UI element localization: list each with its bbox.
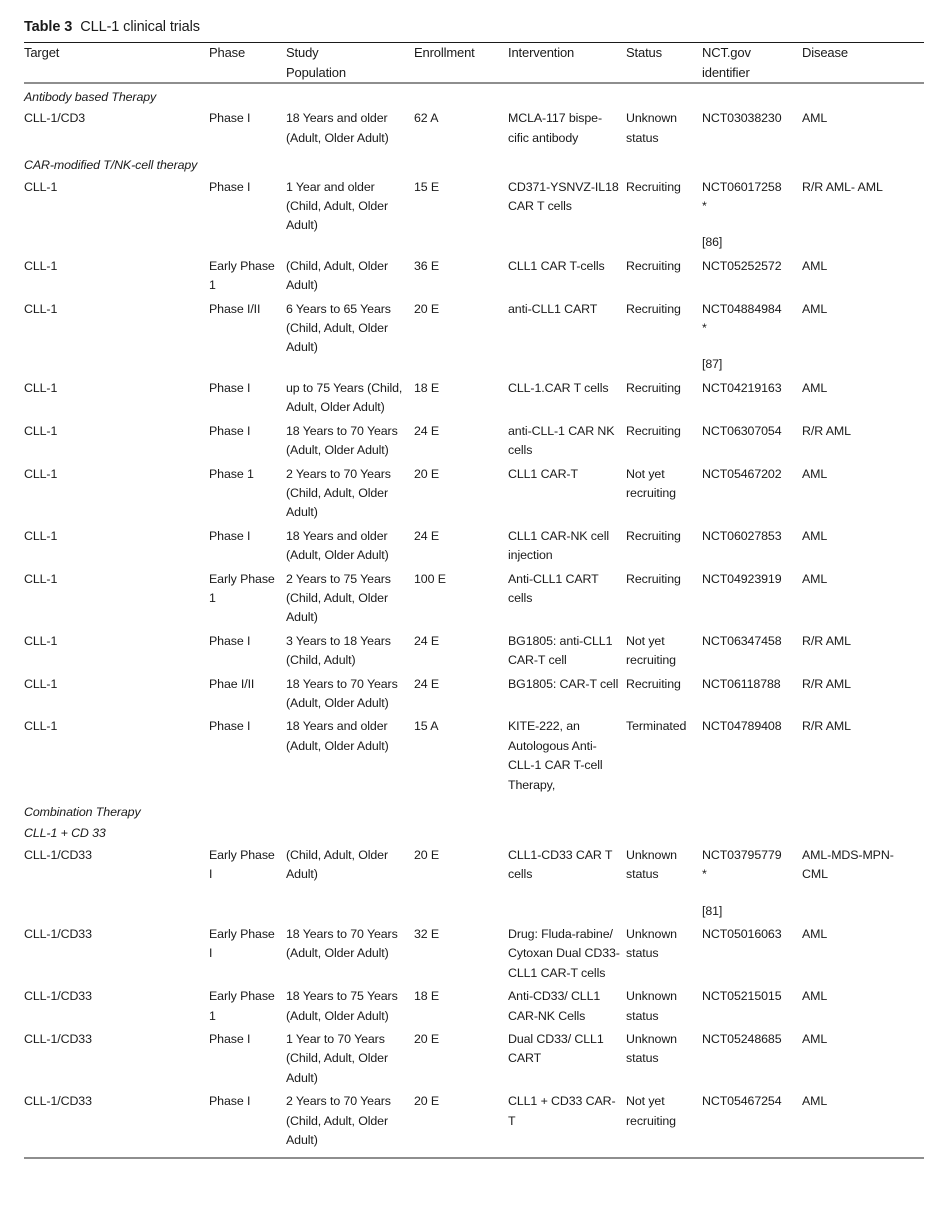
cell-target: CLL-1/CD3	[24, 111, 86, 126]
column-header-nct-line1: NCT.gov	[702, 45, 751, 60]
cell-enrollment: 15 A	[414, 719, 439, 734]
nct-number: NCT06017258	[702, 179, 782, 194]
cell-disease: AML	[802, 1094, 828, 1109]
cell-intervention: KITE-222, an Autologous Anti-CLL-1 CAR T-cell Therapy,	[508, 719, 603, 792]
table-row	[24, 178, 924, 257]
nct-number: NCT06118788	[702, 676, 781, 691]
cell-phase: Phase I/II	[209, 301, 261, 316]
table-row	[24, 925, 924, 987]
cell-target: CLL-1	[24, 423, 58, 438]
cell-target: CLL-1	[24, 676, 58, 691]
section-heading: Combination Therapy	[24, 805, 141, 819]
cell-enrollment: 24 E	[414, 676, 440, 691]
cell-disease: AML	[802, 927, 828, 942]
column-header-nct-identifier	[702, 43, 802, 83]
cell-enrollment: 32 E	[414, 927, 440, 942]
cell-enrollment: 24 E	[414, 528, 440, 543]
nct-number: NCT04789408	[702, 719, 782, 734]
nct-number: NCT06347458	[702, 633, 782, 648]
cell-population: 3 Years to 18 Years (Child, Adult)	[286, 633, 391, 668]
cell-target: CLL-1	[24, 179, 58, 194]
table-header-row	[24, 43, 924, 83]
column-header-phase: Phase	[209, 43, 286, 83]
cell-nct	[702, 527, 802, 570]
cell-intervention: Dual CD33/ CLL1 CART	[508, 1032, 604, 1066]
cell-population: 18 Years and older (Adult, Older Adult)	[286, 111, 389, 145]
cell-nct	[702, 987, 802, 1030]
table-row	[24, 675, 924, 718]
cell-target: CLL-1/CD33	[24, 847, 92, 862]
cell-enrollment: 100 E	[414, 571, 446, 586]
nct-number: NCT04923919	[702, 571, 782, 586]
nct-asterisk: *	[702, 321, 707, 336]
cell-enrollment: 20 E	[414, 466, 440, 481]
column-header-study-population-line2: Population	[286, 64, 346, 80]
cell-nct	[702, 379, 802, 422]
cell-status: Unknown status	[626, 1032, 677, 1066]
cell-phase: Phase I	[209, 1032, 251, 1047]
nct-number: NCT04219163	[702, 380, 782, 395]
cell-target: CLL-1	[24, 258, 58, 273]
cell-disease: AML	[802, 571, 828, 586]
nct-asterisk: *	[702, 867, 707, 882]
cell-phase: Early Phase I	[209, 927, 275, 961]
cell-disease: AML	[802, 466, 828, 481]
table-row	[24, 717, 924, 799]
cell-disease: AML	[802, 528, 828, 543]
cell-disease: AML	[802, 989, 828, 1004]
cell-population: (Child, Adult, Older Adult)	[286, 258, 388, 293]
column-header-target: Target	[24, 43, 209, 83]
cell-nct	[702, 257, 802, 300]
table-row	[24, 1030, 924, 1092]
cell-disease: AML-MDS-MPN-CML	[802, 847, 894, 882]
cell-target: CLL-1/CD33	[24, 927, 92, 942]
cell-nct	[702, 1030, 802, 1092]
cell-enrollment: 15 E	[414, 179, 440, 194]
table-row	[24, 379, 924, 422]
cell-target: CLL-1	[24, 466, 58, 481]
cell-phase: Phase I	[209, 111, 251, 126]
cell-disease: R/R AML	[802, 719, 851, 734]
nct-asterisk: *	[702, 199, 707, 214]
nct-number: NCT05215015	[702, 989, 782, 1004]
cell-status: Unknown status	[626, 111, 677, 145]
cell-phase: Phase I	[209, 633, 251, 648]
nct-reference: [86]	[702, 235, 723, 250]
table-caption	[24, 18, 924, 36]
cell-phase: Phase I	[209, 719, 251, 734]
nct-number: NCT06307054	[702, 423, 782, 438]
cell-status: Terminated	[626, 719, 687, 734]
cell-population: 1 Year and older (Child, Adult, Older Adult)	[286, 179, 388, 233]
cell-phase: Phase I	[209, 179, 251, 194]
cell-phase: Phase I	[209, 528, 251, 543]
table-caption-text: CLL-1 clinical trials	[80, 19, 200, 35]
cell-population: 6 Years to 65 Years (Child, Adult, Older Adult)	[286, 301, 391, 355]
cell-enrollment: 20 E	[414, 1032, 440, 1047]
column-header-study-population	[286, 43, 414, 83]
cell-phase: Phase I	[209, 423, 251, 438]
cell-status: Recruiting	[626, 528, 681, 543]
cell-target: CLL-1	[24, 380, 58, 395]
cell-phase: Phase I	[209, 1094, 251, 1109]
cell-intervention: Drug: Fluda-rabine/ Cytoxan Dual CD33-CLL1 CAR-T cells	[508, 927, 620, 980]
column-header-status: Status	[626, 43, 702, 83]
section-subheading: CLL-1 + CD 33	[24, 826, 106, 841]
table-row	[24, 632, 924, 675]
cell-phase: Early Phase 1	[209, 989, 275, 1023]
table-row	[24, 109, 924, 152]
section-heading-row	[24, 152, 924, 177]
cell-disease: AML	[802, 258, 828, 273]
table-row	[24, 257, 924, 300]
nct-reference: [81]	[702, 903, 723, 918]
cell-nct	[702, 1092, 802, 1154]
cell-status: Unknown status	[626, 847, 677, 882]
cell-population: 18 Years to 70 Years (Adult, Older Adult)	[286, 676, 398, 710]
cell-population: 2 Years to 70 Years (Child, Adult, Older Adult)	[286, 1094, 391, 1148]
cell-nct	[702, 422, 802, 465]
nct-number: NCT05248685	[702, 1032, 782, 1047]
cell-nct	[702, 178, 802, 257]
cell-population: 18 Years to 70 Years (Adult, Older Adult)	[286, 423, 398, 458]
cell-intervention: Anti-CD33/ CLL1 CAR-NK Cells	[508, 989, 601, 1023]
cell-disease: R/R AML	[802, 423, 851, 438]
nct-number: NCT03038230	[702, 111, 782, 126]
cell-disease: AML	[802, 1032, 828, 1047]
cell-target: CLL-1	[24, 719, 58, 734]
cell-population: up to 75 Years (Child, Adult, Older Adult)	[286, 380, 403, 415]
table-row	[24, 1092, 924, 1154]
table-row	[24, 846, 924, 925]
column-header-enrollment: Enrollment	[414, 43, 508, 83]
cell-status: Recruiting	[626, 301, 681, 316]
cell-status: Recruiting	[626, 571, 681, 586]
cell-intervention: CLL1 CAR T-cells	[508, 258, 605, 273]
cell-status: Recruiting	[626, 179, 681, 194]
cell-intervention: CLL1 + CD33 CAR-T	[508, 1094, 616, 1128]
table-caption-label: Table 3	[24, 19, 73, 35]
cell-nct	[702, 570, 802, 632]
cell-target: CLL-1/CD33	[24, 989, 92, 1004]
nct-number: NCT05252572	[702, 258, 782, 273]
cell-population: (Child, Adult, Older Adult)	[286, 847, 388, 882]
cell-enrollment: 62 A	[414, 111, 439, 126]
cell-enrollment: 18 E	[414, 380, 440, 395]
cell-enrollment: 20 E	[414, 301, 440, 316]
table-row	[24, 300, 924, 379]
column-header-intervention: Intervention	[508, 43, 626, 83]
table-row	[24, 527, 924, 570]
cell-phase: Early Phase I	[209, 847, 275, 882]
cell-population: 18 Years to 75 Years (Adult, Older Adult)	[286, 989, 398, 1023]
cell-disease: AML	[802, 111, 828, 126]
cell-phase: Early Phase 1	[209, 258, 275, 293]
cell-phase: Phase I	[209, 380, 251, 395]
cell-target: CLL-1	[24, 633, 58, 648]
section-heading-row	[24, 799, 924, 824]
cell-phase: Phae I/II	[209, 676, 255, 691]
nct-number: NCT05016063	[702, 927, 782, 942]
cell-intervention: CLL1 CAR-NK cell injection	[508, 528, 609, 563]
cell-status: Unknown status	[626, 927, 677, 961]
table-row	[24, 465, 924, 527]
cell-population: 18 Years to 70 Years (Adult, Older Adult)	[286, 927, 398, 961]
cell-population: 18 Years and older (Adult, Older Adult)	[286, 528, 389, 563]
cell-disease: AML	[802, 301, 828, 316]
cell-phase: Phase 1	[209, 466, 254, 481]
cell-enrollment: 36 E	[414, 258, 440, 273]
table-body	[24, 82, 924, 1155]
cell-status: Unknown status	[626, 989, 677, 1023]
cell-intervention: Anti-CLL1 CART cells	[508, 571, 599, 605]
cell-intervention: MCLA-117 bispe-cific antibody	[508, 111, 602, 145]
cell-population: 1 Year to 70 Years (Child, Adult, Older Adult)	[286, 1032, 388, 1085]
cell-intervention: anti-CLL1 CART	[508, 301, 598, 316]
cell-status: Not yet recruiting	[626, 466, 676, 500]
section-heading: CAR-modified T/NK-cell therapy	[24, 158, 198, 173]
cell-status: Recruiting	[626, 676, 681, 691]
cell-phase: Early Phase 1	[209, 571, 275, 605]
cell-intervention: CLL1 CAR-T	[508, 466, 578, 481]
column-header-disease: Disease	[802, 43, 924, 83]
cell-intervention: BG1805: anti-CLL1 CAR-T cell	[508, 633, 613, 668]
clinical-trials-table	[24, 42, 924, 1155]
table-row	[24, 422, 924, 465]
cell-enrollment: 24 E	[414, 633, 440, 648]
cell-target: CLL-1	[24, 571, 58, 586]
cell-population: 2 Years to 70 Years (Child, Adult, Older Adult)	[286, 466, 391, 520]
cell-target: CLL-1	[24, 301, 58, 316]
section-heading: Antibody based Therapy	[24, 90, 157, 104]
nct-reference: [87]	[702, 357, 723, 372]
cell-target: CLL-1/CD33	[24, 1094, 92, 1109]
cell-status: Not yet recruiting	[626, 1094, 676, 1128]
cell-intervention: CLL-1.CAR T cells	[508, 380, 609, 395]
table-row	[24, 570, 924, 632]
cell-intervention: CLL1-CD33 CAR T cells	[508, 847, 613, 882]
table-bottom-rule	[24, 1157, 924, 1159]
cell-enrollment: 24 E	[414, 423, 440, 438]
cell-nct	[702, 675, 802, 718]
cell-intervention: BG1805: CAR-T cell	[508, 676, 619, 691]
nct-number: NCT04884984	[702, 301, 782, 316]
cell-nct	[702, 846, 802, 925]
cell-enrollment: 20 E	[414, 1094, 440, 1109]
table-header	[24, 43, 924, 83]
cell-intervention: anti-CLL-1 CAR NK cells	[508, 423, 615, 458]
nct-number: NCT05467254	[702, 1094, 782, 1109]
cell-nct	[702, 300, 802, 379]
nct-number: NCT06027853	[702, 528, 782, 543]
cell-disease: R/R AML- AML	[802, 179, 883, 194]
cell-nct	[702, 632, 802, 675]
cell-enrollment: 20 E	[414, 847, 440, 862]
cell-intervention: CD371-YSNVZ-IL18 CAR T cells	[508, 179, 619, 214]
cell-nct	[702, 109, 802, 152]
cell-population: 2 Years to 75 Years (Child, Adult, Older Adult)	[286, 571, 391, 625]
cell-nct	[702, 717, 802, 799]
cell-nct	[702, 465, 802, 527]
section-heading-row	[24, 84, 924, 109]
cell-status: Recruiting	[626, 258, 681, 273]
nct-number: NCT05467202	[702, 466, 782, 481]
cell-status: Recruiting	[626, 423, 681, 438]
cell-disease: R/R AML	[802, 633, 851, 648]
cell-disease: AML	[802, 380, 828, 395]
cell-target: CLL-1	[24, 528, 58, 543]
table-row	[24, 987, 924, 1030]
cell-enrollment: 18 E	[414, 989, 440, 1004]
cell-status: Not yet recruiting	[626, 633, 676, 668]
nct-number: NCT03795779	[702, 847, 782, 862]
section-subheading-row	[24, 824, 924, 845]
cell-target: CLL-1/CD33	[24, 1032, 92, 1047]
cell-status: Recruiting	[626, 380, 681, 395]
column-header-study-population-line1: Study	[286, 45, 319, 60]
cell-population: 18 Years and older (Adult, Older Adult)	[286, 719, 389, 753]
cell-nct	[702, 925, 802, 987]
cell-disease: R/R AML	[802, 676, 851, 691]
column-header-nct-line2: identifier	[702, 64, 750, 80]
